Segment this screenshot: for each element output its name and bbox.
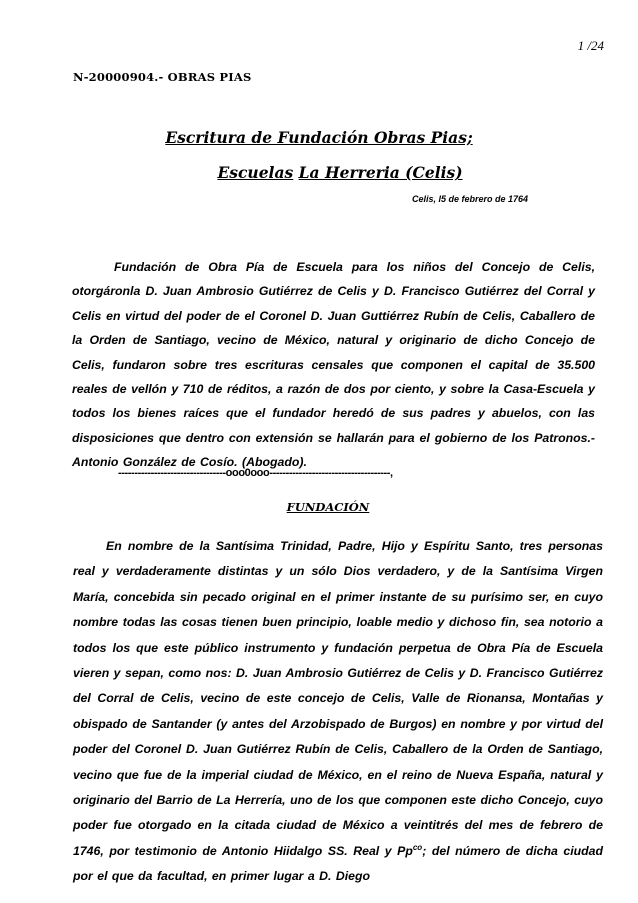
title-line-2b: La Herreria (Celis) <box>298 163 463 182</box>
body-text: En nombre de la Santísima Trinidad, Padre, Hijo y Espíritu Santo, tres personas real y verdaderamente distintas y un sólo Dios verdadero, y de la Santísima Virgen María, concebida sin pecado original en el primer instante de su purísimo ser, en cuyo nombre todas las cosas tienen buen principio, loable medio y dichoso fin, sea notorio a todos los que este público instrumento y fundación perpetua de Obra Pía de Escuela vieren y sepan, como nos: D. Juan Ambrosio Gutiérrez de Celis y D. Francisco Gutiérrez del Corral de Celis, vecino de este concejo de Celis, Valle de Rionansa, Montañas y obispado de Santander (y antes del Arzobispado de Burgos) en nombre y por virtud del poder del Coronel D. Juan Gutiérrez Rubín de Celis, Caballero de la Orden de Santiago, vecino que fue de la imperial ciudad de México, en el reino de Nueva España, natural y originario del Barrio de La Herrería, uno de los que componen este dicho Concejo, cuyo poder fue otorgado en la citada ciudad de México a veintitrés del mes de febrero de 1746, por testimonio de Antonio Hiidalgo SS. Real y Pp <box>73 539 603 858</box>
document-title <box>0 128 638 147</box>
body-superscript: co <box>412 842 423 852</box>
title-line-2a: Escuelas <box>217 163 294 182</box>
title-line-1: Escritura de Fundación Obras Pias; <box>165 128 473 147</box>
place-date: Celis, l5 de febrero de 1764 <box>412 194 529 204</box>
document-subtitle <box>0 163 638 182</box>
body-text-tail: ; del número de dicha ciudad por el que da facultad, en primer lugar a D. Diego <box>73 843 603 884</box>
separator-line: ---------------------------------ooo0ooo-------------------------------------, <box>118 467 393 479</box>
document-id: N-20000904.- OBRAS PIAS <box>73 70 252 84</box>
body-paragraph <box>73 534 603 890</box>
page-number: 1 /24 <box>577 38 604 53</box>
summary-paragraph: Fundación de Obra Pía de Escuela para los niños del Concejo de Celis, otorgáronla D. Juan Ambrosio Gutiérrez de Celis y D. Francisco Gutiérrez del Corral y Celis en virtud del poder de el Coronel D. Juan Guttiérrez Rubín de Celis, Caballero de la Orden de Santiago, vecino de México, natural y originario de dicho Concejo de Celis, fundaron sobre tres escrituras censales que componen el capital de 35.500 reales de vellón y 710 de réditos, a razón de dos por ciento, y sobre la Casa-Escuela y todos los bienes raíces que el fundador heredó de sus padres y abuelos, con las disposiciones que dentro con extensión se hallarán para el gobierno de los Patronos.- Antonio González de Cosío. (Abogado). <box>72 260 595 470</box>
section-heading-text: FUNDACIÓN <box>286 500 370 514</box>
section-heading <box>0 500 638 514</box>
